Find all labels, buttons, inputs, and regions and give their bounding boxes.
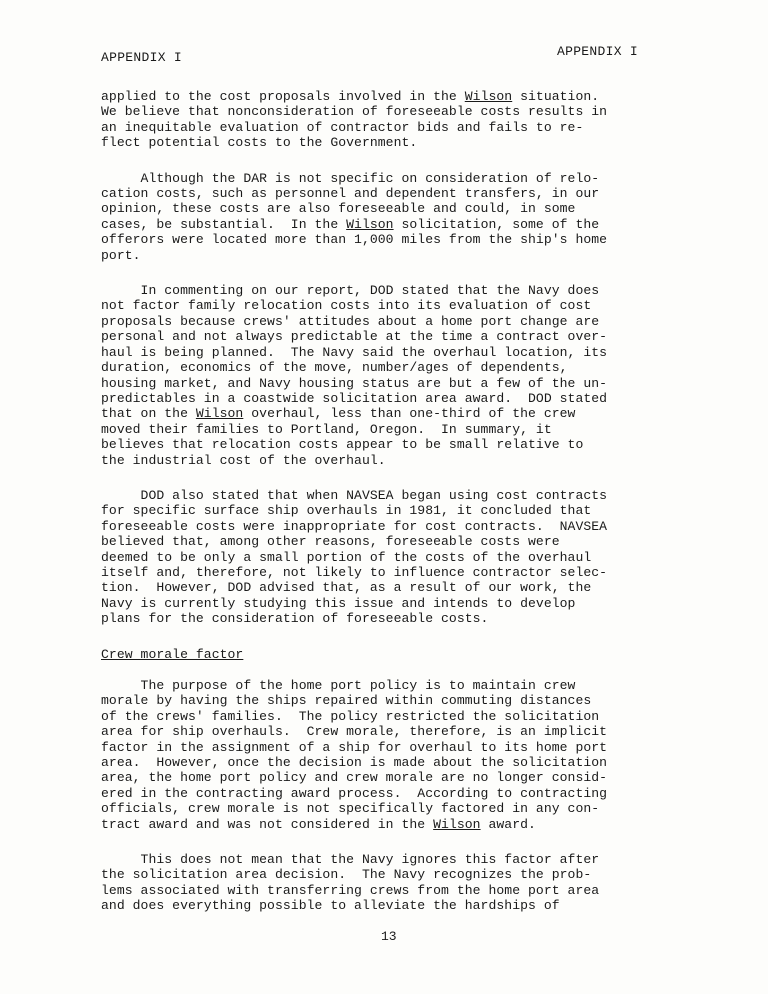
text-line: of the crews' families. The policy restricted the solicitation [101,708,600,724]
paragraph [101,89,661,151]
text-line: plans for the consideration of foreseeable costs. [101,611,489,627]
text-line: opinion, these costs are also foreseeable and could, in some [101,201,576,217]
text-line: the solicitation area decision. The Navy recognizes the prob- [101,867,592,883]
paragraph [101,283,661,468]
section-heading: Crew morale factor [101,646,244,662]
text-line: the industrial cost of the overhaul. [101,452,386,468]
page-number: 13 [381,929,397,944]
paragraphs-section-1 [101,89,661,627]
text-line: deemed to be only a small portion of the costs of the overhaul [101,549,592,565]
paragraph [101,171,661,263]
header-left: APPENDIX I [101,50,183,65]
text-line: In commenting on our report, DOD stated that the Navy does [101,283,600,299]
paragraph [101,488,661,627]
text-line: predictables in a coastwide solicitation area award. DOD stated [101,390,608,406]
text-line: We believe that nonconsideration of foreseeable costs results in [101,104,608,120]
text-line: DOD also stated that when NAVSEA began using cost contracts [101,487,608,503]
text-line: Navy is currently studying this issue and intends to develop [101,595,576,611]
text-line: flect potential costs to the Government. [101,135,418,151]
text-line: port. [101,247,141,263]
text-line: area, the home port policy and crew morale are no longer consid- [101,770,608,786]
text-line: itself and, therefore, not likely to influence contractor selec- [101,564,608,580]
text-line: personal and not always predictable at the time a contract over- [101,329,608,345]
text-line: and does everything possible to alleviate the hardships of [101,898,560,914]
text-line: that on the Wilson overhaul, less than one-third of the crew [101,406,576,422]
text-line: foreseeable costs were inappropriate for cost contracts. NAVSEA [101,518,608,534]
text-line: cation costs, such as personnel and dependent transfers, in our [101,186,600,202]
text-line: proposals because crews' attitudes about a home port change are [101,313,600,329]
text-line: haul is being planned. The Navy said the overhaul location, its [101,344,608,360]
paragraphs-section-2 [101,678,661,914]
text-line: morale by having the ships repaired within commuting distances [101,693,592,709]
text-line: duration, economics of the move, number/ages of dependents, [101,360,568,376]
text-line: applied to the cost proposals involved in the Wilson situation. [101,89,600,104]
text-line: The purpose of the home port policy is to maintain crew [101,678,576,693]
text-line: area for ship overhauls. Crew morale, therefore, is an implicit [101,724,608,740]
text-line: housing market, and Navy housing status are but a few of the un- [101,375,608,391]
text-line: officials, crew morale is not specifically factored in any con- [101,801,600,817]
text-line: tract award and was not considered in the Wilson award. [101,816,536,832]
text-line: tion. However, DOD advised that, as a result of our work, the [101,580,592,596]
text-line: lems associated with transferring crews from the home port area [101,882,600,898]
text-line: area. However, once the decision is made about the solicitation [101,755,608,771]
text-line: ered in the contracting award process. According to contracting [101,785,608,801]
text-line: Although the DAR is not specific on consideration of relo- [101,170,600,186]
text-line: This does not mean that the Navy ignores this factor after [101,852,600,868]
text-line: offerors were located more than 1,000 miles from the ship's home [101,232,608,248]
text-line: not factor family relocation costs into its evaluation of cost [101,298,592,314]
text-line: factor in the assignment of a ship for overhaul to its home port [101,739,608,755]
text-line: for specific surface ship overhauls in 1981, it concluded that [101,503,592,519]
document-body [101,89,661,934]
paragraph [101,852,661,914]
text-line: believes that relocation costs appear to be small relative to [101,437,584,453]
text-line: an inequitable evaluation of contractor bids and fails to re- [101,119,584,135]
header-right: APPENDIX I [557,44,639,59]
paragraph [101,678,661,832]
text-line: cases, be substantial. In the Wilson solicitation, some of the [101,216,600,232]
text-line: believed that, among other reasons, foreseeable costs were [101,534,560,550]
text-line: moved their families to Portland, Oregon. In summary, it [101,421,552,437]
